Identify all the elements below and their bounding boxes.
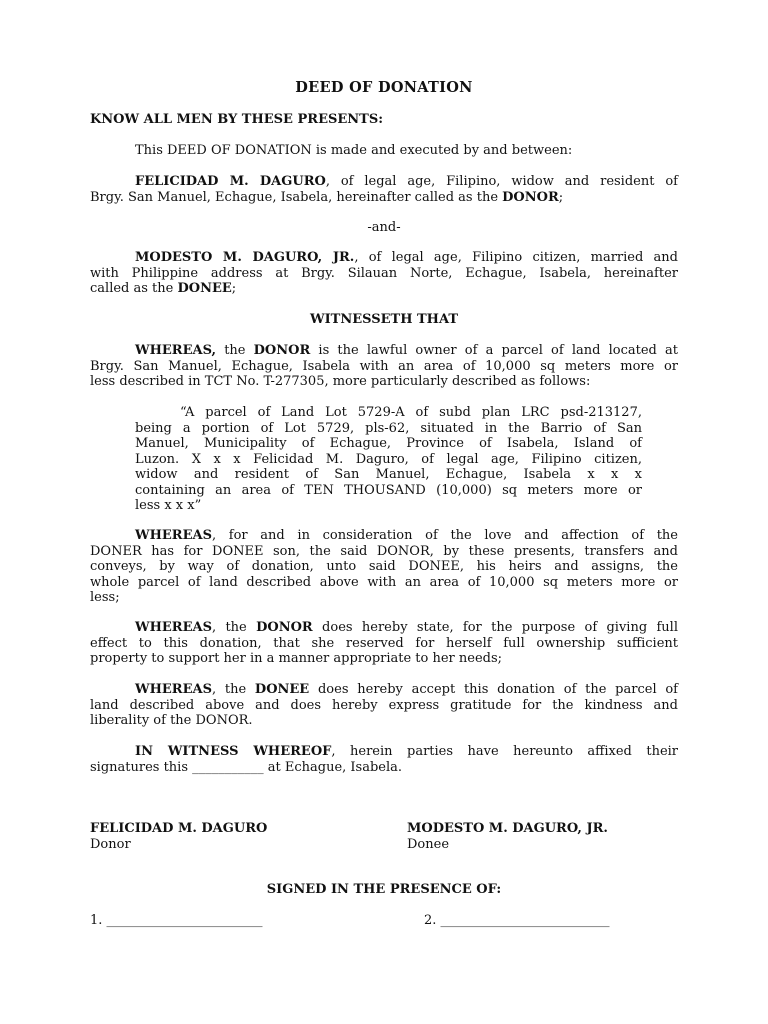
whereas-paragraph-3 — [90, 620, 678, 667]
donor-role: DONOR — [253, 343, 311, 358]
quote-line: containing an area of TEN THOUSAND (10,000) sq meters more or — [135, 482, 642, 498]
whereas-text: , the — [211, 682, 255, 697]
whereas-text: land described above and does hereby express gratitude for the kindness and — [90, 697, 678, 713]
witness-line-2: 2. __________________________ — [424, 913, 610, 928]
whereas-text: DONER has for DONEE son, the said DONOR, by these presents, transfers and — [90, 543, 678, 559]
donee-party-text: ; — [231, 281, 237, 296]
whereas-paragraph-1 — [90, 343, 678, 390]
donee-party-paragraph — [90, 250, 678, 297]
whereas-paragraph-2 — [90, 528, 678, 606]
whereas-text: , for and in consideration of the love and affection of the — [211, 528, 678, 543]
signatory-role: Donee — [407, 836, 450, 852]
whereas-lead: WHEREAS — [135, 682, 212, 697]
quote-line: “A parcel of Land Lot 5729-A of subd plan LRC psd-213127, — [180, 405, 642, 420]
donee-role: DONEE — [254, 682, 310, 697]
donee-party-text: called as the — [90, 281, 178, 296]
quote-line: being a portion of Lot 5729, pls-62, situated in the Barrio of San — [135, 420, 642, 436]
donor-signature-block — [90, 821, 267, 852]
witness-clause-text: , herein parties have hereunto affixed their — [331, 744, 679, 759]
witness-clause-lead: IN WITNESS WHEREOF — [135, 744, 332, 759]
opening-paragraph: This DEED OF DONATION is made and executed by and between: — [135, 143, 573, 158]
whereas-paragraph-4 — [90, 682, 678, 729]
whereas-text: conveys, by way of donation, unto said DONEE, his heirs and assigns, the — [90, 559, 678, 574]
donee-name: MODESTO M. DAGURO, JR. — [135, 250, 355, 265]
and-separator: -and- — [367, 220, 401, 235]
intro-heading: KNOW ALL MEN BY THESE PRESENTS: — [90, 112, 384, 127]
donor-role: DONOR — [502, 189, 559, 205]
donor-party-paragraph — [90, 174, 678, 205]
signatory-role: Donor — [90, 836, 131, 852]
whereas-text: less; — [90, 590, 120, 605]
whereas-text: Brgy. San Manuel, Echague, Isabela with an area of 10,000 sq meters more or — [90, 358, 678, 374]
signatory-name: MODESTO M. DAGURO, JR. — [407, 821, 608, 836]
whereas-text: the — [216, 343, 254, 358]
witnesseth-heading: WITNESSETH THAT — [309, 312, 459, 327]
witness-clause-text: signatures this ___________ at Echague, Isabela. — [90, 759, 403, 775]
in-witness-whereof-paragraph — [90, 744, 678, 775]
whereas-lead: WHEREAS — [135, 528, 212, 543]
donor-party-text: Brgy. San Manuel, Echague, Isabela, hereinafter called as the — [90, 189, 503, 205]
donor-party-text: ; — [558, 189, 564, 205]
whereas-text: does hereby accept this donation of the parcel of — [309, 682, 678, 697]
whereas-text: is the lawful owner of a parcel of land located at — [310, 343, 678, 358]
presence-heading: SIGNED IN THE PRESENCE OF: — [266, 882, 502, 897]
whereas-text: liberality of the DONOR. — [90, 713, 253, 728]
quote-line: widow and resident of San Manuel, Echague, Isabela x x x — [135, 467, 642, 482]
whereas-text: effect to this donation, that she reserved for herself full ownership sufficient — [90, 635, 678, 651]
quote-line: less x x x” — [135, 498, 202, 513]
whereas-text: less described in TCT No. T-277305, more particularly described as follows: — [90, 374, 591, 389]
donor-role: DONOR — [256, 620, 313, 635]
donor-party-text: , of legal age, Filipino, widow and resident of — [325, 174, 678, 189]
donor-name: FELICIDAD M. DAGURO — [135, 174, 326, 189]
whereas-text: , the — [211, 620, 257, 635]
whereas-text: property to support her in a manner appropriate to her needs; — [90, 651, 503, 666]
quote-line: Manuel, Municipality of Echague, Province of Isabela, Island of — [135, 436, 642, 451]
whereas-text: whole parcel of land described above with an area of 10,000 sq meters more or — [90, 574, 678, 590]
property-description-quote — [135, 405, 642, 514]
whereas-text: does hereby state, for the purpose of giving full — [312, 620, 678, 635]
donee-signature-block — [407, 821, 608, 852]
witness-line-1: 1. ________________________ — [90, 913, 263, 928]
signatory-name: FELICIDAD M. DAGURO — [90, 821, 268, 836]
whereas-lead: WHEREAS, — [135, 343, 217, 358]
donee-party-text: with Philippine address at Brgy. Silauan Norte, Echague, Isabela, hereinafter — [90, 265, 678, 281]
document-title: DEED OF DONATION — [295, 79, 473, 96]
donee-role: DONEE — [177, 281, 232, 296]
whereas-lead: WHEREAS — [135, 620, 212, 635]
donee-party-text: , of legal age, Filipino citizen, married and — [354, 250, 678, 265]
quote-line: Luzon. X x x Felicidad M. Daguro, of legal age, Filipino citizen, — [135, 451, 642, 467]
